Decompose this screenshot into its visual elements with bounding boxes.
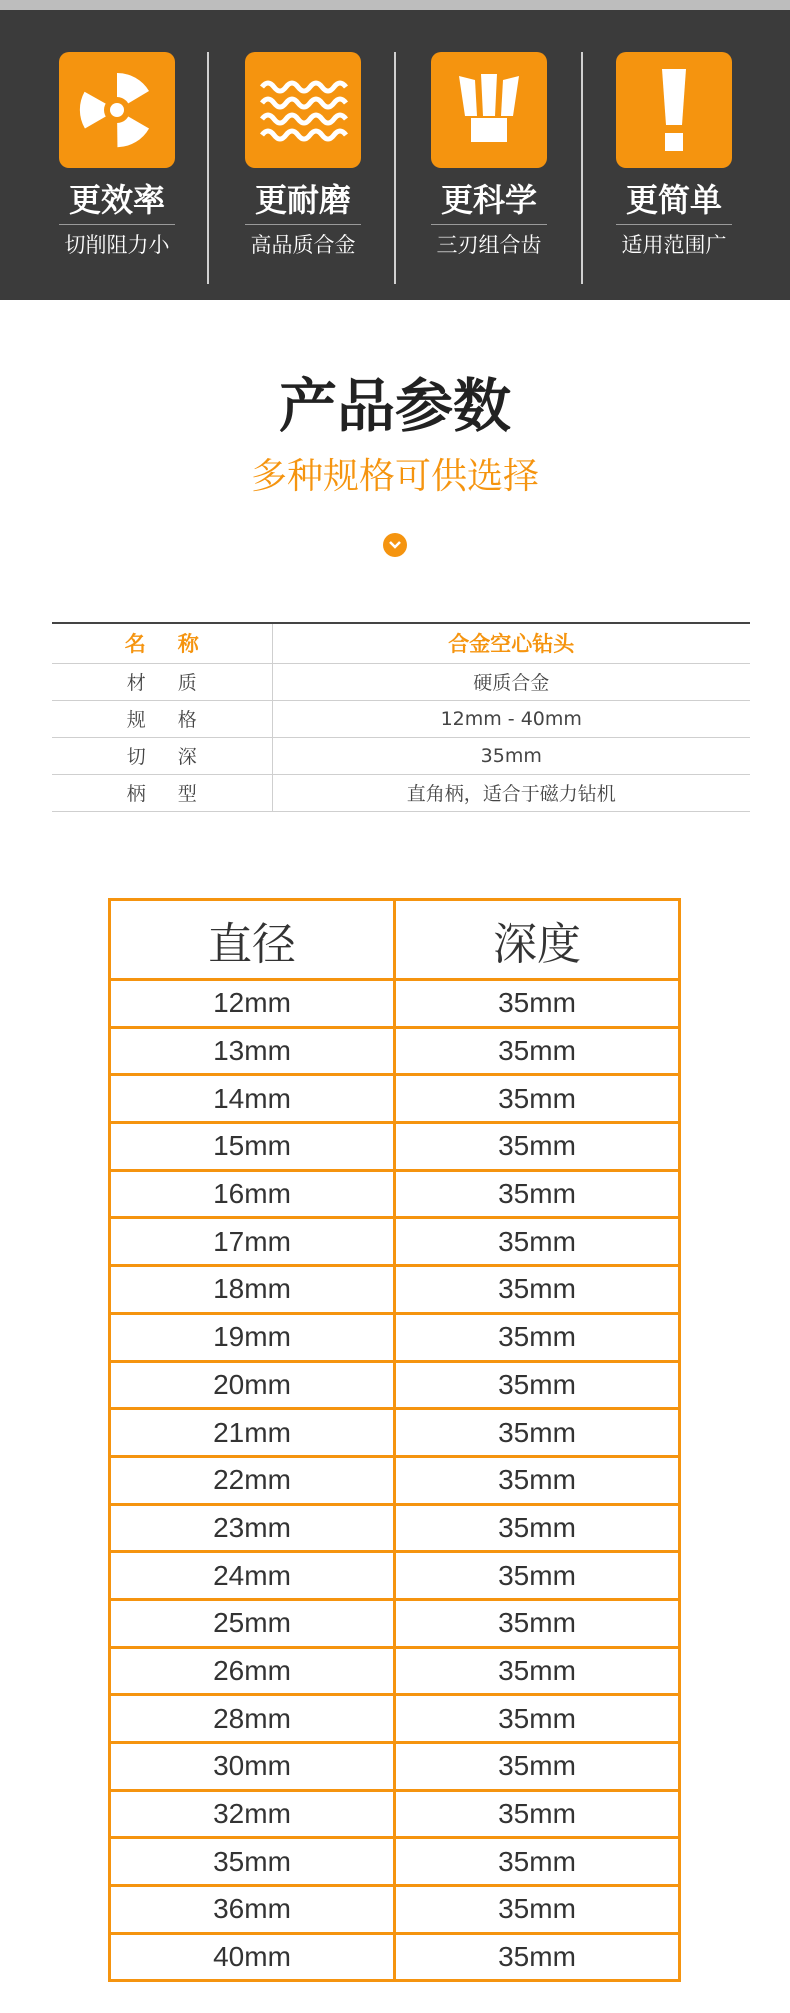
feature-science bbox=[409, 52, 569, 272]
params-row bbox=[52, 737, 750, 774]
params-value: 12mm - 40mm bbox=[272, 700, 750, 737]
params-header-row bbox=[52, 623, 750, 663]
depth-cell: 35mm bbox=[395, 1170, 680, 1218]
table-row bbox=[110, 1552, 680, 1600]
depth-cell: 35mm bbox=[395, 1886, 680, 1934]
feature-underline bbox=[59, 224, 175, 225]
table-row bbox=[110, 1599, 680, 1647]
depth-cell: 35mm bbox=[395, 1313, 680, 1361]
diameter-cell: 35mm bbox=[110, 1838, 395, 1886]
feature-subtitle: 适用范围广 bbox=[621, 233, 727, 257]
feature-title: 更简单 bbox=[625, 181, 722, 219]
depth-cell: 35mm bbox=[395, 1456, 680, 1504]
feature-divider bbox=[581, 52, 583, 284]
params-table bbox=[52, 622, 750, 812]
depth-cell: 35mm bbox=[395, 1838, 680, 1886]
table-row bbox=[110, 1218, 680, 1266]
feature-subtitle: 高品质合金 bbox=[250, 233, 356, 257]
section-subtitle: 多种规格可供选择 bbox=[250, 456, 539, 497]
table-row bbox=[110, 1456, 680, 1504]
diameter-cell: 14mm bbox=[110, 1075, 395, 1123]
params-value: 合金空心钻头 bbox=[272, 623, 750, 663]
table-row bbox=[110, 1838, 680, 1886]
diameter-cell: 22mm bbox=[110, 1456, 395, 1504]
depth-cell: 35mm bbox=[395, 1743, 680, 1791]
radiation-icon bbox=[59, 52, 175, 168]
size-header-row bbox=[110, 900, 680, 980]
feature-durability bbox=[223, 52, 383, 272]
table-row bbox=[110, 1933, 680, 1981]
depth-cell: 35mm bbox=[395, 1027, 680, 1075]
feature-simplicity bbox=[594, 52, 754, 272]
diameter-cell: 32mm bbox=[110, 1790, 395, 1838]
depth-cell: 35mm bbox=[395, 1075, 680, 1123]
diameter-cell: 13mm bbox=[110, 1027, 395, 1075]
params-row bbox=[52, 774, 750, 811]
table-row bbox=[110, 980, 680, 1028]
feature-divider bbox=[207, 52, 209, 284]
params-key: 材质 bbox=[52, 663, 272, 700]
table-row bbox=[110, 1504, 680, 1552]
params-row bbox=[52, 700, 750, 737]
params-key: 柄型 bbox=[52, 774, 272, 811]
table-row bbox=[110, 1313, 680, 1361]
diameter-cell: 17mm bbox=[110, 1218, 395, 1266]
params-value: 硬质合金 bbox=[272, 663, 750, 700]
depth-cell: 35mm bbox=[395, 1599, 680, 1647]
params-value: 35mm bbox=[272, 737, 750, 774]
feature-subtitle: 三刃组合齿 bbox=[436, 233, 542, 257]
feature-underline bbox=[616, 224, 732, 225]
section-title: 产品参数 bbox=[278, 372, 511, 440]
table-row bbox=[110, 1266, 680, 1314]
depth-cell: 35mm bbox=[395, 1790, 680, 1838]
feature-banner bbox=[0, 0, 790, 300]
feature-title: 更耐磨 bbox=[254, 181, 351, 219]
feature-underline bbox=[245, 224, 361, 225]
feature-title: 更效率 bbox=[68, 181, 165, 219]
params-key: 名称 bbox=[52, 623, 272, 663]
feature-efficiency bbox=[37, 52, 197, 272]
diameter-cell: 12mm bbox=[110, 980, 395, 1028]
cutter-teeth-icon bbox=[431, 52, 547, 168]
diameter-cell: 25mm bbox=[110, 1599, 395, 1647]
diameter-cell: 23mm bbox=[110, 1504, 395, 1552]
table-row bbox=[110, 1695, 680, 1743]
table-row bbox=[110, 1170, 680, 1218]
wave-icon bbox=[245, 52, 361, 168]
diameter-cell: 24mm bbox=[110, 1552, 395, 1600]
diameter-cell: 36mm bbox=[110, 1886, 395, 1934]
depth-cell: 35mm bbox=[395, 1933, 680, 1981]
diameter-cell: 20mm bbox=[110, 1361, 395, 1409]
params-key: 规格 bbox=[52, 700, 272, 737]
feature-divider bbox=[394, 52, 396, 284]
depth-cell: 35mm bbox=[395, 1123, 680, 1171]
diameter-cell: 15mm bbox=[110, 1123, 395, 1171]
table-row bbox=[110, 1361, 680, 1409]
table-row bbox=[110, 1647, 680, 1695]
chevron-down-icon bbox=[383, 533, 407, 557]
diameter-cell: 40mm bbox=[110, 1933, 395, 1981]
table-row bbox=[110, 1027, 680, 1075]
feature-underline bbox=[431, 224, 547, 225]
params-row bbox=[52, 663, 750, 700]
exclamation-icon bbox=[616, 52, 732, 168]
depth-cell: 35mm bbox=[395, 1504, 680, 1552]
diameter-cell: 18mm bbox=[110, 1266, 395, 1314]
depth-cell: 35mm bbox=[395, 1266, 680, 1314]
column-header-diameter: 直径 bbox=[110, 900, 395, 980]
feature-subtitle: 切削阻力小 bbox=[64, 233, 170, 257]
diameter-cell: 21mm bbox=[110, 1409, 395, 1457]
params-value: 直角柄，适合于磁力钻机 bbox=[272, 774, 750, 811]
diameter-cell: 19mm bbox=[110, 1313, 395, 1361]
table-row bbox=[110, 1790, 680, 1838]
depth-cell: 35mm bbox=[395, 1218, 680, 1266]
depth-cell: 35mm bbox=[395, 1695, 680, 1743]
diameter-cell: 30mm bbox=[110, 1743, 395, 1791]
diameter-cell: 28mm bbox=[110, 1695, 395, 1743]
diameter-cell: 16mm bbox=[110, 1170, 395, 1218]
depth-cell: 35mm bbox=[395, 1647, 680, 1695]
column-header-depth: 深度 bbox=[395, 900, 680, 980]
depth-cell: 35mm bbox=[395, 1361, 680, 1409]
diameter-cell: 26mm bbox=[110, 1647, 395, 1695]
depth-cell: 35mm bbox=[395, 1409, 680, 1457]
table-row bbox=[110, 1886, 680, 1934]
table-row bbox=[110, 1123, 680, 1171]
feature-title: 更科学 bbox=[440, 181, 537, 219]
depth-cell: 35mm bbox=[395, 1552, 680, 1600]
params-key: 切深 bbox=[52, 737, 272, 774]
table-row bbox=[110, 1409, 680, 1457]
table-row bbox=[110, 1743, 680, 1791]
size-table bbox=[108, 898, 681, 1982]
depth-cell: 35mm bbox=[395, 980, 680, 1028]
table-row bbox=[110, 1075, 680, 1123]
